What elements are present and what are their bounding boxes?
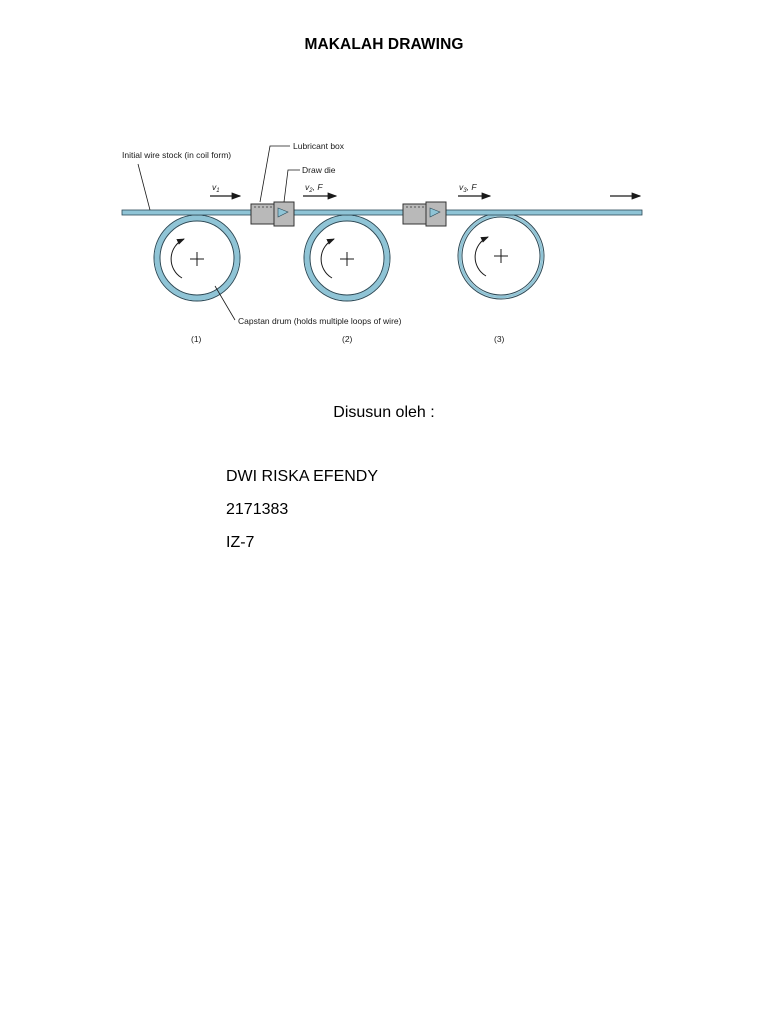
lubricant-box-1 bbox=[251, 202, 294, 226]
document-title: MAKALAH DRAWING bbox=[304, 36, 464, 53]
rotation-arrows bbox=[171, 237, 488, 278]
class-code: IZ-7 bbox=[226, 534, 255, 551]
label-initial-wire-stock: Initial wire stock (in coil form) bbox=[122, 150, 232, 160]
lubricant-box-2 bbox=[403, 202, 446, 226]
label-stage-2: (2) bbox=[342, 334, 353, 344]
label-stage-3: (3) bbox=[494, 334, 505, 344]
label-v3-force: $v_3$, F bbox=[459, 182, 477, 194]
wire bbox=[122, 210, 642, 215]
label-stage-1: (1) bbox=[191, 334, 202, 344]
label-draw-die: Draw die bbox=[302, 165, 336, 175]
wire-drawing-diagram bbox=[100, 128, 660, 358]
label-capstan-drum: Capstan drum (holds multiple loops of wire) bbox=[238, 316, 402, 326]
prepared-by-label: Disusun oleh : bbox=[333, 404, 435, 421]
student-id: 2171383 bbox=[226, 501, 289, 518]
label-v2-force: $v_2$, F bbox=[305, 182, 323, 194]
label-lubricant-box: Lubricant box bbox=[293, 141, 345, 151]
label-v1: $v_1$ bbox=[212, 182, 220, 194]
author-name: DWI RISKA EFENDY bbox=[226, 468, 379, 485]
